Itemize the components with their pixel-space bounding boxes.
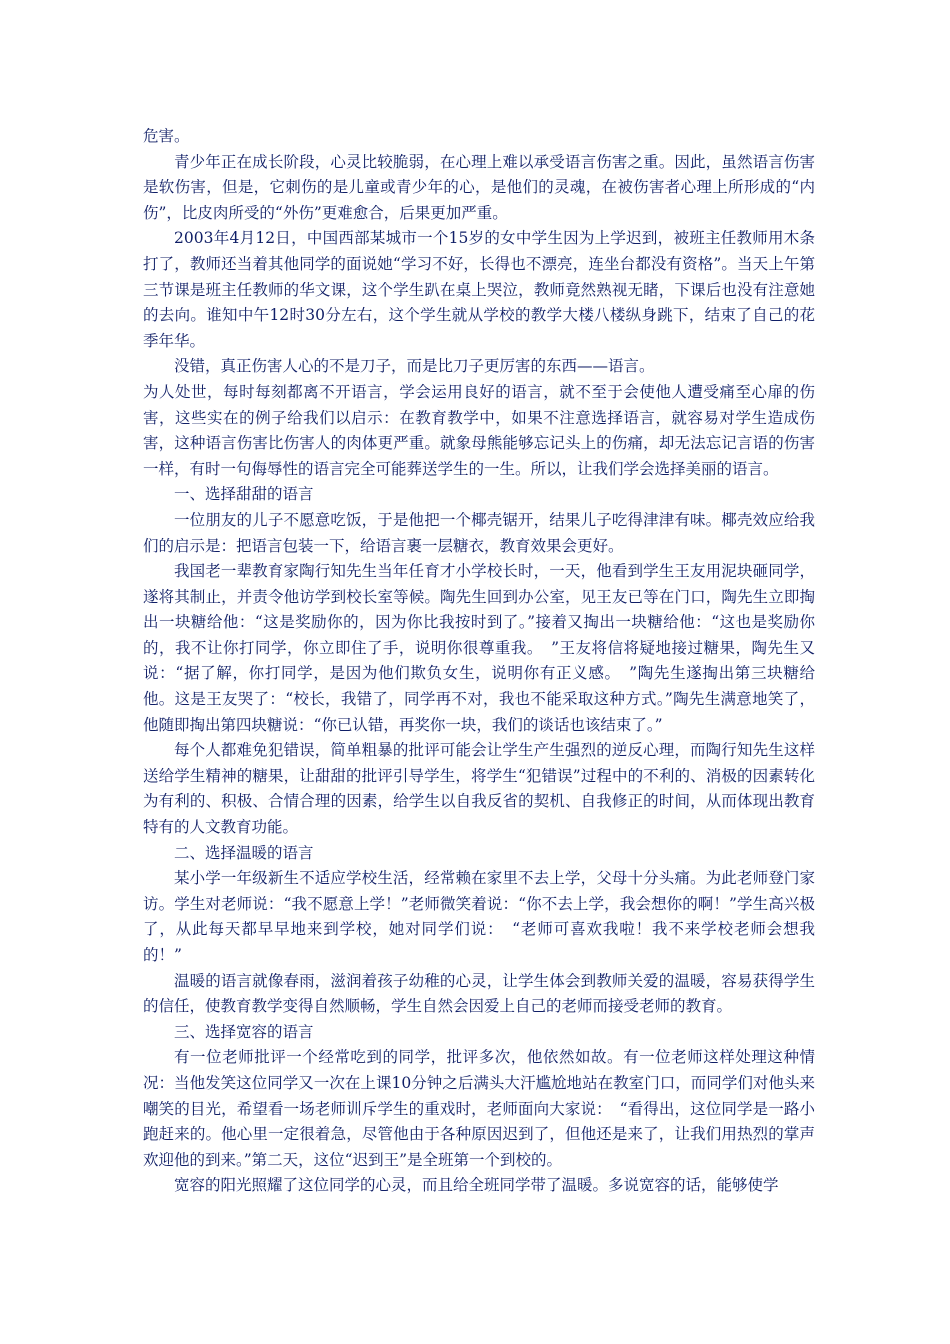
section-heading-3: 三、选择宽容的语言: [174, 1022, 314, 1041]
paragraph-1: 危害。: [143, 127, 190, 145]
paragraph-9: 某小学一年级新生不适应学校生活，经常赖在家里不去上学，父母十分头痛。为此老师登门家访。学生对老师说：“我不愿意上学！”老师微笑着说：“你不去上学，我会想你的啊！”学生高兴极了，从此每天都早早地来到学校，她对同学们说： “老师可喜欢我啦！我不来学校老师会想我的！”: [143, 869, 815, 964]
paragraph-4: 没错，真正伤害人心的不是刀子，而是比刀子更厉害的东西——语言。: [174, 357, 655, 376]
document-body: [143, 124, 815, 1199]
paragraph-5: 为人处世，每时每刻都离不开语言，学会运用良好的语言，就不至于会使他人遭受痛至心扉的伤害，这些实在的例子给我们以启示：在教育教学中，如果不注意选择语言，就容易对学生造成伤害，这种语言伤害比伤害人的肉体更严重。就象母熊能够忘记头上的伤痛，却无法忘记言语的伤害一样，有时一句侮辱性的语言完全可能葬送学生的一生。所以，让我们学会选择美丽的语言。: [143, 382, 815, 478]
section-heading-1: 一、选择甜甜的语言: [174, 485, 314, 504]
paragraph-7: 我国老一辈教育家陶行知先生当年任育才小学校长时，一天，他看到学生王友用泥块砸同学，遂将其制止，并责令他访学到校长室等候。陶先生回到办公室，见王友已等在门口，陶先生立即掏出一块糖给他：“这是奖励你的，因为你比我按时到了。”接着又掏出一块糖给他：“这也是奖励你的，我不让你打同学，你立即住了手，说明你很尊重我。 ”王友将信将疑地接过糖果，陶先生又说：“据了解，你打同学，是因为他们欺负女生，说明你有正义感。 ”陶先生遂掏出第三块糖给他。这是王友哭了：“校长，我错了，同学再不对，我也不能采取这种方式。”陶先生满意地笑了，他随即掏出第四块糖说：“你已认错，再奖你一块，我们的谈话也该结束了。”: [143, 562, 815, 734]
paragraph-10: 温暖的语言就像春雨，滋润着孩子幼稚的心灵，让学生体会到教师关爱的温暖，容易获得学生的信任，使教育教学变得自然顺畅，学生自然会因爱上自己的老师而接受老师的教育。: [143, 971, 815, 1016]
paragraph-3: 2003年4月12日，中国西部某城市一个15岁的女中学生因为上学迟到，被班主任教师用木条打了，教师还当着其他同学的面说她“学习不好，长得也不漂亮，连坐台都没有资格”。当天上午第三节课是班主任教师的华文课，这个学生趴在桌上哭泣，教师竟然熟视无睹，下课后也没有注意她的去向。谁知中午12时30分左右，这个学生就从学校的教学大楼八楼纵身跳下，结束了自己的花季年华。: [143, 229, 815, 350]
paragraph-6: 一位朋友的儿子不愿意吃饭，于是他把一个椰壳锯开，结果儿子吃得津津有味。椰壳效应给我们的启示是：把语言包装一下，给语言裹一层糖衣，教育效果会更好。: [143, 510, 815, 555]
section-heading-2: 二、选择温暖的语言: [174, 843, 314, 862]
paragraph-8: 每个人都难免犯错误，简单粗暴的批评可能会让学生产生强烈的逆反心理，而陶行知先生这样送给学生精神的糖果，让甜甜的批评引导学生，将学生“犯错误”过程中的不利的、消极的因素转化为有利的、积极、合情合理的因素，给学生以自我反省的契机、自我修正的时间，从而体现出教育特有的人文教育功能。: [143, 741, 815, 837]
paragraph-11: 有一位老师批评一个经常吃到的同学，批评多次，他依然如故。有一位老师这样处理这种情况：当他发笑这位同学又一次在上课10分钟之后满头大汗尴尬地站在教室门口，而同学们对他头来嘲笑的目光，希望看一场老师训斥学生的重戏时，老师面向大家说： “看得出，这位同学是一路小跑赶来的。他心里一定很着急，尽管他由于各种原因迟到了，但他还是来了，让我们用热烈的掌声欢迎他的到来。”第二天，这位“迟到王”是全班第一个到校的。: [143, 1048, 815, 1169]
paragraph-2: 青少年正在成长阶段，心灵比较脆弱，在心理上难以承受语言伤害之重。因此，虽然语言伤害是软伤害，但是，它刺伤的是儿童或青少年的心，是他们的灵魂，在被伤害者心理上所形成的“内伤”，比皮肉所受的“外伤”更难愈合，后果更加严重。: [143, 152, 815, 222]
paragraph-12: 宽容的阳光照耀了这位同学的心灵，而且给全班同学带了温暖。多说宽容的话，能够使学: [174, 1176, 779, 1195]
